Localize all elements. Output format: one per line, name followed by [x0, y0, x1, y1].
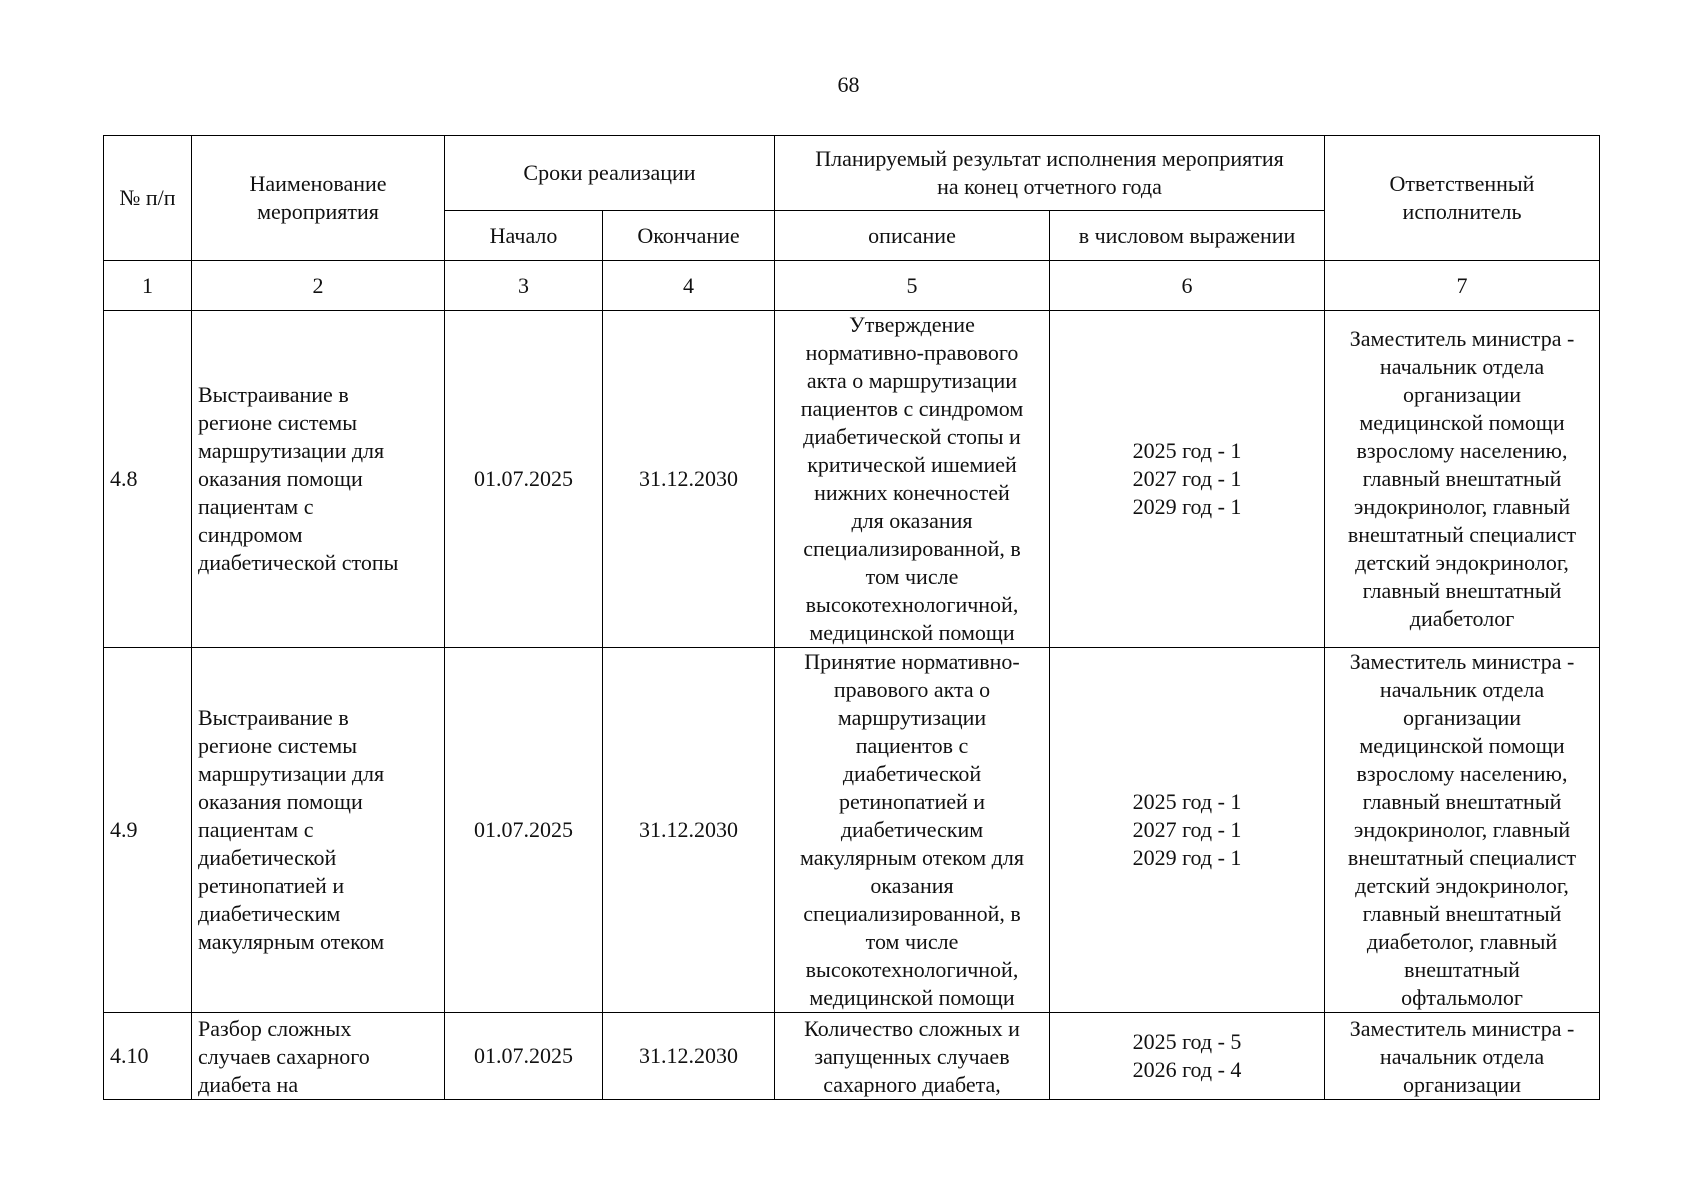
row-end-date: 31.12.2030: [603, 1013, 775, 1100]
row-value: 2027 год - 1: [1132, 466, 1242, 491]
row-start-date: 01.07.2025: [445, 1013, 603, 1100]
header-end: Окончание: [603, 211, 775, 261]
row-values: [1050, 311, 1325, 648]
row-end-date: 31.12.2030: [603, 311, 775, 648]
row-start-date: 01.07.2025: [445, 311, 603, 648]
row-values: [1050, 648, 1325, 1013]
row-responsible: Заместитель министра - начальник отдела организации медицинской помощи взрослому населению, главный внештатный эндокринолог, главный внештатный специалист детский эндокринолог, главный внештатный диабетолог: [1325, 311, 1600, 648]
header-name: Наименование мероприятия: [192, 136, 445, 261]
row-values: [1050, 1013, 1325, 1100]
header-desc: описание: [775, 211, 1050, 261]
row-responsible: Заместитель министра - начальник отдела организации медицинской помощи взрослому населению, главный внештатный эндокринолог, главный внештатный специалист детский эндокринолог, главный внештатный диабетолог, главный внештатный офтальмолог: [1325, 648, 1600, 1013]
plan-table: [103, 135, 1600, 1100]
row-number: 4.10: [104, 1013, 192, 1100]
row-name: Выстраивание в регионе системы маршрутизации для оказания помощи пациентам с диабетической ретинопатией и диабетическим макулярным отеком: [192, 648, 445, 1013]
row-description: Утверждение нормативно-правового акта о маршрутизации пациентов с синдромом диабетической стопы и критической ишемией нижних конечностей для оказания специализированной, в том числе высокотехнологичной, медицинской помощи: [775, 311, 1050, 648]
column-number: 5: [775, 261, 1050, 311]
column-number: 6: [1050, 261, 1325, 311]
row-value: 2025 год - 5: [1132, 1029, 1242, 1054]
row-value: 2027 год - 1: [1132, 817, 1242, 842]
row-value: 2029 год - 1: [1132, 845, 1242, 870]
row-value: 2029 год - 1: [1132, 494, 1242, 519]
row-start-date: 01.07.2025: [445, 648, 603, 1013]
header-result: Планируемый результат исполнения мероприятия на конец отчетного года: [775, 136, 1325, 211]
table-row: [104, 311, 1600, 648]
header-terms: Сроки реализации: [445, 136, 775, 211]
column-number: 1: [104, 261, 192, 311]
row-name: Разбор сложных случаев сахарного диабета на: [192, 1013, 445, 1100]
column-number: 2: [192, 261, 445, 311]
row-responsible: Заместитель министра - начальник отдела организации: [1325, 1013, 1600, 1100]
row-value: 2025 год - 1: [1132, 438, 1242, 463]
row-number: 4.9: [104, 648, 192, 1013]
row-number: 4.8: [104, 311, 192, 648]
row-description: Принятие нормативно- правового акта о маршрутизации пациентов с диабетической ретинопатией и диабетическим макулярным отеком для оказания специализированной, в том числе высокотехнологичной, медицинской помощи: [775, 648, 1050, 1013]
row-description: Количество сложных и запущенных случаев сахарного диабета,: [775, 1013, 1050, 1100]
row-value: 2026 год - 4: [1132, 1057, 1242, 1082]
row-name: Выстраивание в регионе системы маршрутизации для оказания помощи пациентам с синдромом диабетической стопы: [192, 311, 445, 648]
page-number: 68: [837, 72, 860, 97]
table-row: [104, 1013, 1600, 1100]
header-num: № п/п: [104, 136, 192, 261]
header-responsible: Ответственный исполнитель: [1325, 136, 1600, 261]
header-numeric: в числовом выражении: [1050, 211, 1325, 261]
column-number: 4: [603, 261, 775, 311]
row-end-date: 31.12.2030: [603, 648, 775, 1013]
row-value: 2025 год - 1: [1132, 789, 1242, 814]
column-number: 3: [445, 261, 603, 311]
header-start: Начало: [445, 211, 603, 261]
header-row-top: [104, 136, 1600, 211]
column-numbers-row: [104, 261, 1600, 311]
table-row: [104, 648, 1600, 1013]
column-number: 7: [1325, 261, 1600, 311]
